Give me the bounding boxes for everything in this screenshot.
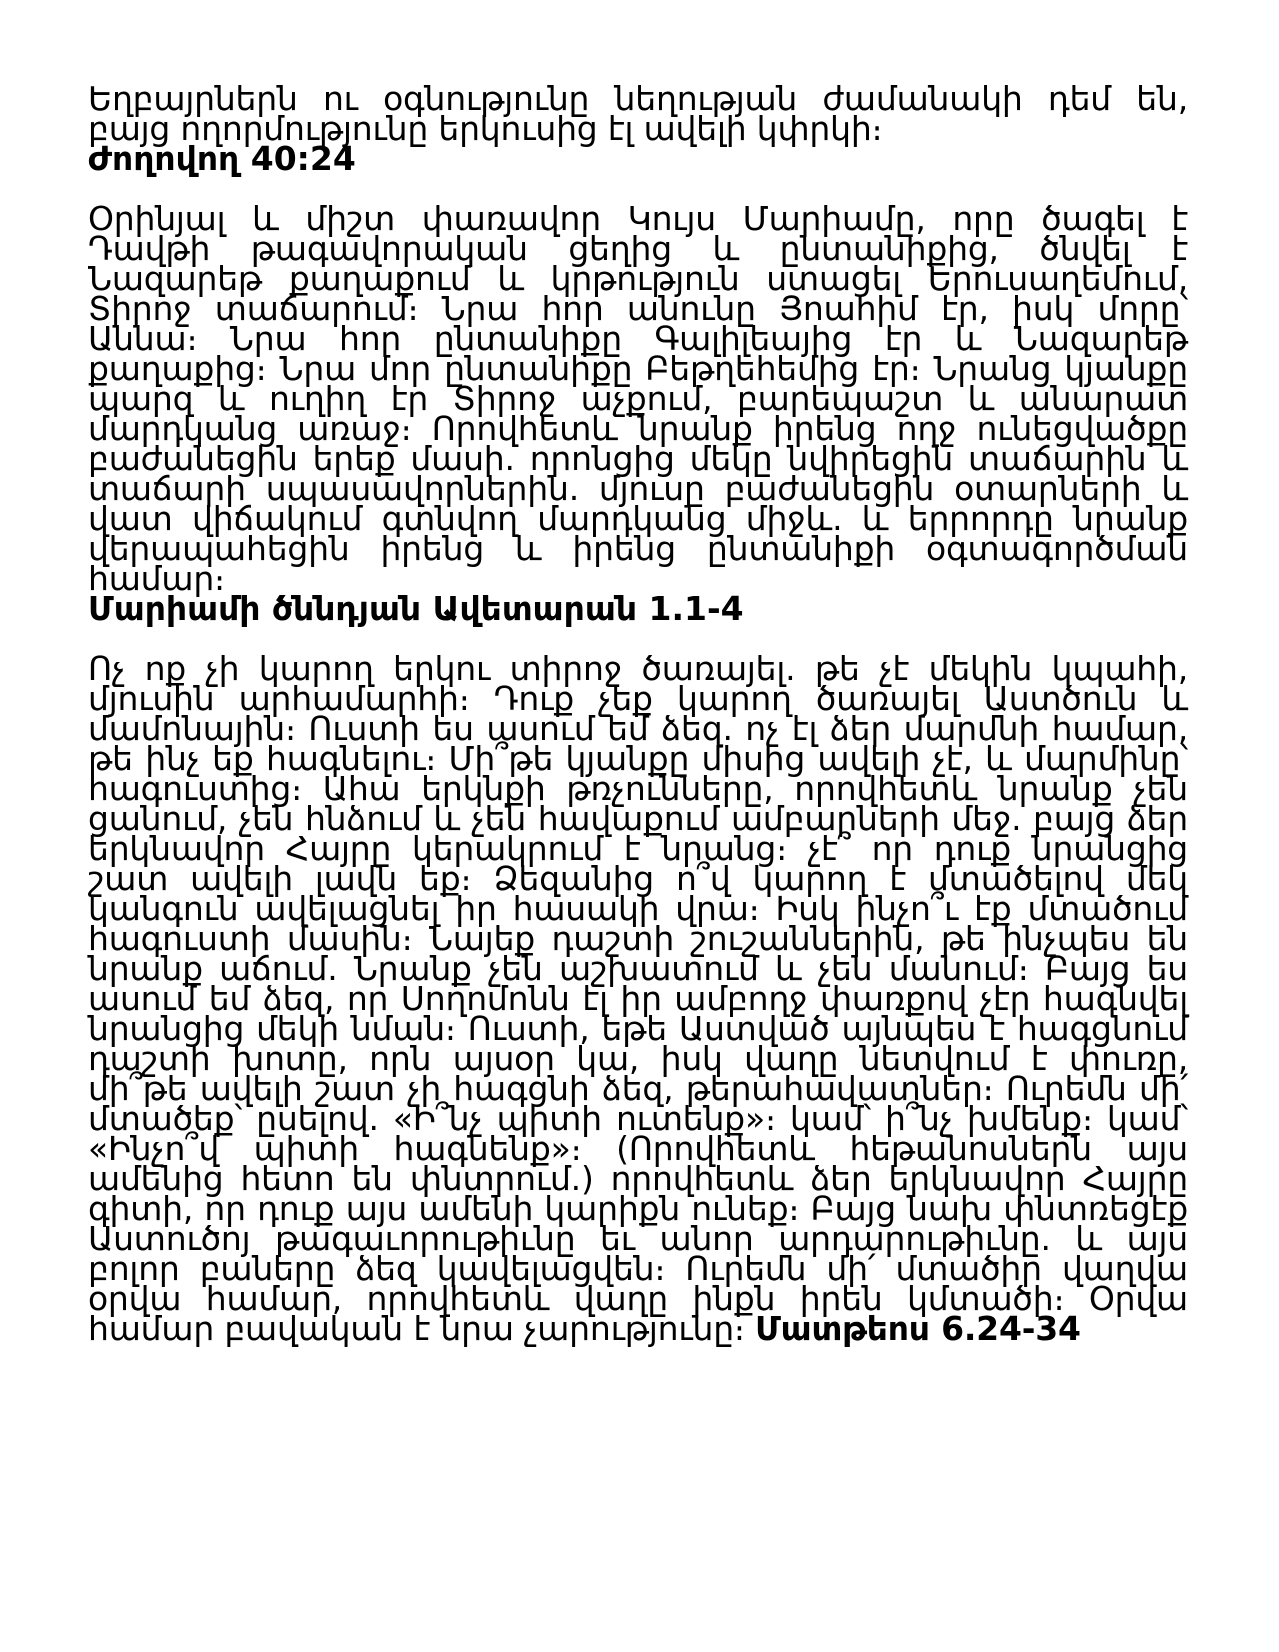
reference-mary-birth: Մարիամի ծննդյան Ավետարան 1.1-4	[88, 589, 744, 628]
reference-sirach: Ժողովող 40:24	[88, 139, 356, 178]
paragraph-mary-birth	[88, 199, 1188, 598]
paragraph-text: Եղբայրներն ու օգնությունը նեղության ժամանակի դեմ են, բայց ողորմությունը երկուսից էլ ավելի կփրկի։	[88, 79, 1188, 148]
reference-matthew: Մատթեոս 6.24-34	[755, 1309, 1081, 1348]
paragraph-text: Ոչ ոք չի կարող երկու տիրոջ ծառայել. թե չէ մեկին կպահի, մյուսին արհամարհի։ Դուք չեք կարող ծառայել Աստծուն և մամոնային։ Ուստի ես ասում եմ ձեզ. ոչ էլ ձեր մարմնի համար, թե ինչ եք հագնելու։ Մի՞թե կյանքը միսից ավելի չէ, և մարմինը՝ հագուստից։ Ահա երկնքի թռչունները, որովհետև նրանք չեն ցանում, չեն հնձում և չեն հավաքում ամբարների մեջ. բայց ձեր երկնավոր Հայրը կերակրում է նրանց։ չէ՞ որ դուք նրանցից շատ ավելի լավն եք։ Ձեզանից ո՞վ կարող է մտածելով մեկ կանգուն ավելացնել իր հասակի վրա։ Իսկ ինչո՞ւ էք մտածում հագուստի մասին։ Նայեք դաշտի շուշաններին, թե ինչպես են նրանք աճում. Նրանք չեն աշխատում և չեն մանում։ Բայց ես ասում եմ ձեզ, որ Սողոմոնն էլ իր ամբողջ փառքով չէր հագնվել նրանցից մեկի նման։ Ուստի, եթե Աստված այնպես է հագցնում դաշտի խոտը, որն այսօր կա, իսկ վաղը նետվում է փուռը, մի՞թե ավելի շատ չի հագցնի ձեզ, թերահավատներ։ Ուրեմն մի՛ մտածեք՝ ըսելով. «Ի՞նչ պիտի ուտենք»։ կամ՝ ի՞նչ խմենք։ կամ՝ «Ինչո՞վ պիտի հագնենք»։ (Որովհետև հեթանոսներն այս ամենից հետո են փնտրում.) որովհետև ձեր երկնավոր Հայրը գիտի, որ դուք այս ամենի կարիքն ունեք։ Բայց նախ փնտռեցէք Աստուծոյ թագաւորութիւնը եւ անոր արդարութիւնը. և այս բոլոր բաները ձեզ կավելացվեն։ Ուրեմն մի՛ մտածիր վաղվա օրվա համար, որովհետև վաղը ինքն իրեն կմտածի։ Օրվա համար բավական է նրա չարությունը։	[88, 649, 1188, 1348]
paragraph-text: Օրինյալ և միշտ փառավոր Կույս Մարիամը, որը ծագել է Դավթի թագավորական ցեղից և ընտանիքից, ծնվել է Նազարեթ քաղաքում և կրթություն ստացել Երուսաղեմում, Տիրոջ տաճարում։ Նրա հոր անունը Յոահիմ էր, իսկ մորը՝ Աննա։ Նրա հոր ընտանիքը Գալիլեայից էր և Նազարեթ քաղաքից։ Նրա մոր ընտանիքը Բեթղեհեմից էր։ Նրանց կյանքը պարզ և ուղիղ էր Տիրոջ աչքում, բարեպաշտ և անարատ մարդկանց առաջ։ Որովհետև նրանք իրենց ողջ ունեցվածքը բաժանեցին երեք մասի. որոնցից մեկը նվիրեցին տաճարին և տաճարի սպասավորներին. մյուսը բաժանեցին օտարների և վատ վիճակում գտնվող մարդկանց միջև. և երրորդը նրանք վերապահեցին իրենց և իրենց ընտանիքի օգտագործման համար։	[88, 199, 1188, 598]
paragraph-sirach	[88, 79, 1188, 148]
paragraph-matthew	[88, 649, 1188, 1348]
document-page	[88, 79, 1188, 1348]
